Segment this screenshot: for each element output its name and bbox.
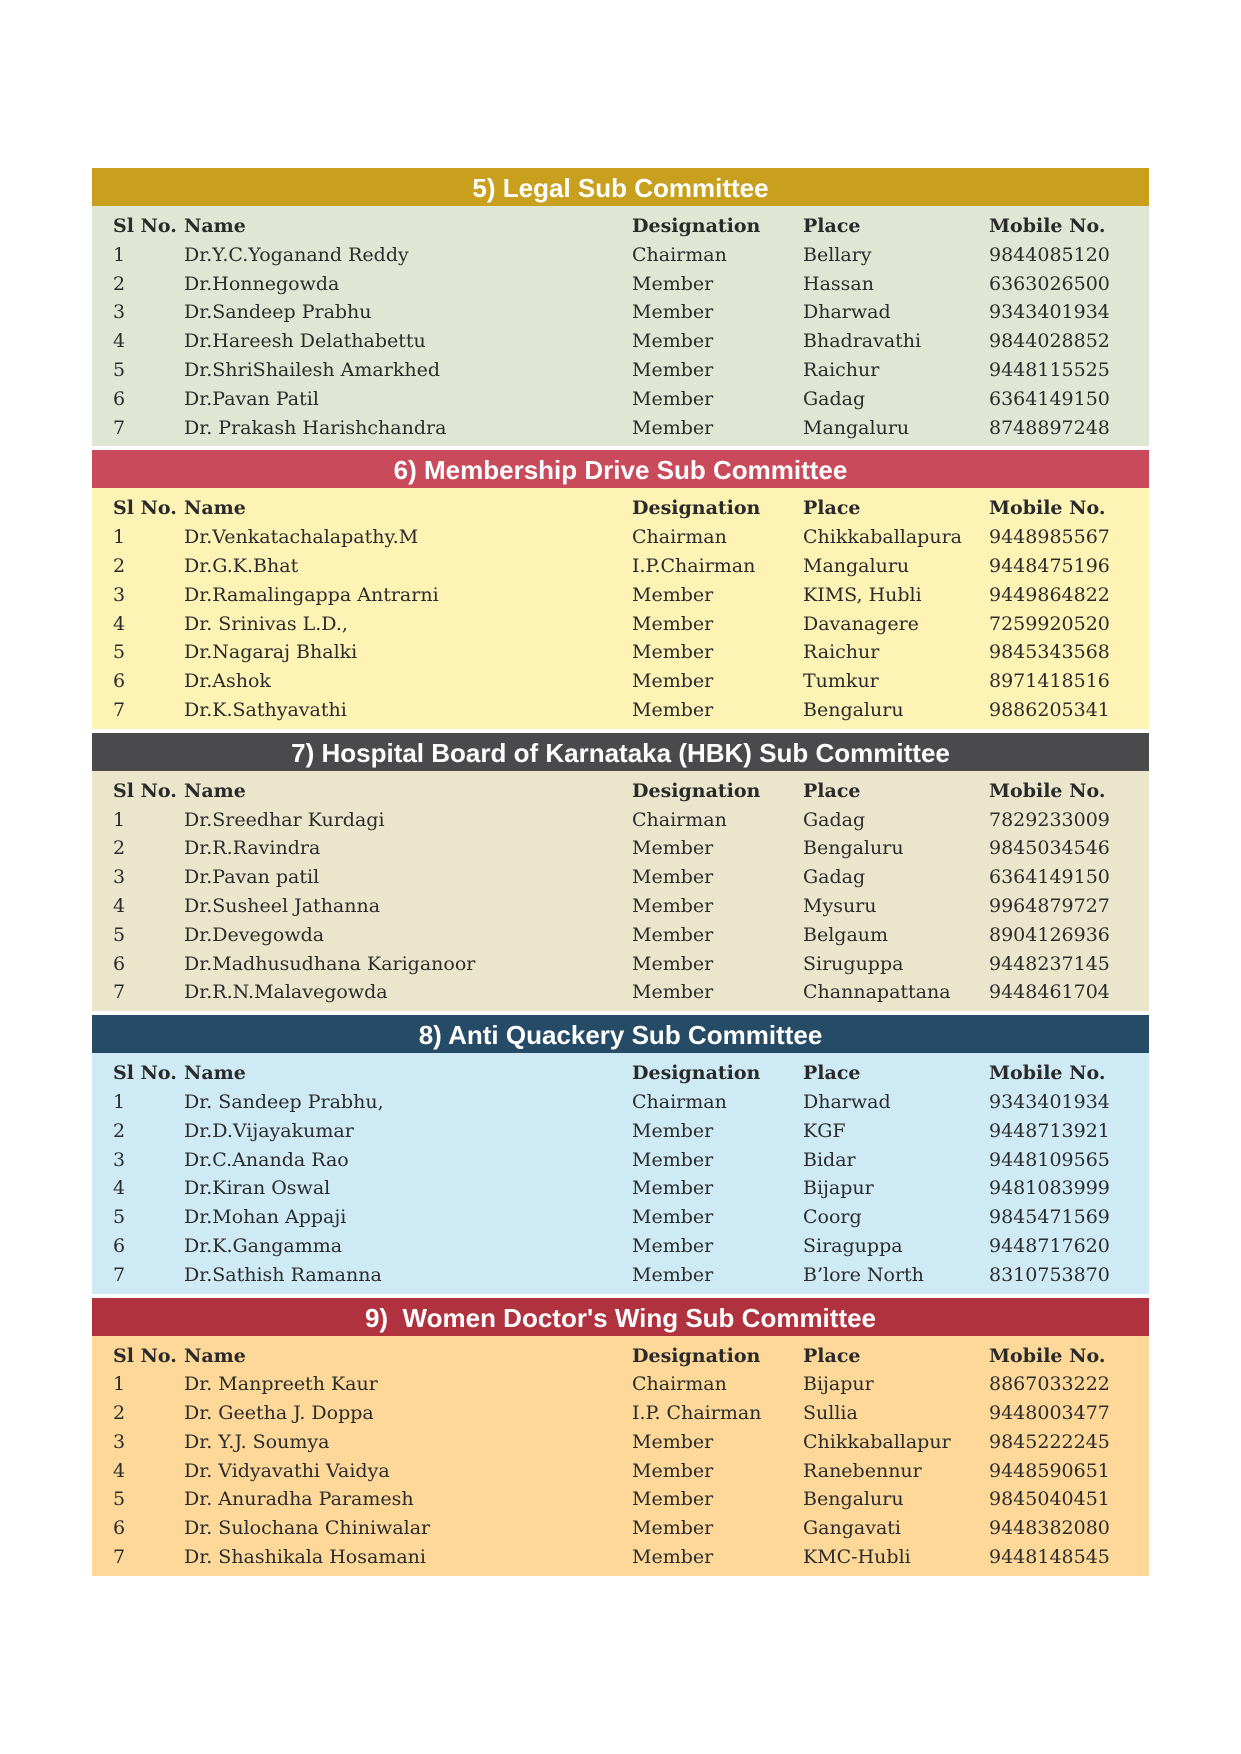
cell-name: Dr.K.Sathyavathi <box>184 698 347 721</box>
cell-sl-no: 4 <box>113 894 126 917</box>
column-header-sl-no: Sl No. <box>113 497 177 520</box>
cell-mobile: 9448590651 <box>989 1459 1110 1482</box>
cell-name: Dr.Kiran Oswal <box>184 1177 331 1200</box>
cell-designation: Member <box>632 894 714 917</box>
table-row <box>92 834 1149 863</box>
cell-place: Channapattana <box>803 981 951 1004</box>
cell-place: Bellary <box>803 243 872 266</box>
cell-place: Bengaluru <box>803 698 904 721</box>
column-header-name: Name <box>184 497 246 520</box>
cell-mobile: 9448109565 <box>989 1148 1110 1171</box>
table-row <box>92 696 1149 725</box>
cell-name: Dr.Sandeep Prabhu <box>184 301 372 324</box>
cell-mobile: 7829233009 <box>989 808 1110 831</box>
cell-place: Bhadravathi <box>803 330 922 353</box>
cell-mobile: 8904126936 <box>989 923 1110 946</box>
cell-designation: Member <box>632 670 714 693</box>
cell-name: Dr. Sandeep Prabhu, <box>184 1090 384 1113</box>
cell-mobile: 9448237145 <box>989 952 1110 975</box>
cell-mobile: 9343401934 <box>989 1090 1110 1113</box>
cell-mobile: 9448003477 <box>989 1402 1110 1425</box>
table-row <box>92 1485 1149 1514</box>
table-row <box>92 270 1149 299</box>
cell-name: Dr.Nagaraj Bhalki <box>184 641 358 664</box>
table-header-row <box>92 777 1149 806</box>
cell-place: Gadag <box>803 387 866 410</box>
cell-sl-no: 2 <box>113 1119 126 1142</box>
cell-designation: Member <box>632 1517 714 1540</box>
cell-name: Dr. Y.J. Soumya <box>184 1430 330 1453</box>
table-header-row <box>92 494 1149 523</box>
cell-place: KMC-Hubli <box>803 1546 911 1569</box>
cell-sl-no: 5 <box>113 923 126 946</box>
cell-place: Ranebennur <box>803 1459 922 1482</box>
cell-name: Dr.Mohan Appaji <box>184 1206 347 1229</box>
column-header-place: Place <box>803 1062 861 1085</box>
cell-mobile: 7259920520 <box>989 612 1110 635</box>
column-header-mobile: Mobile No. <box>989 497 1106 520</box>
cell-sl-no: 1 <box>113 1090 126 1113</box>
committee-table <box>92 488 1149 728</box>
cell-place: Sullia <box>803 1402 858 1425</box>
cell-sl-no: 3 <box>113 1148 126 1171</box>
cell-designation: I.P.Chairman <box>632 554 756 577</box>
column-header-designation: Designation <box>632 1062 761 1085</box>
cell-name: Dr. Vidyavathi Vaidya <box>184 1459 390 1482</box>
cell-designation: Member <box>632 416 714 439</box>
cell-sl-no: 4 <box>113 1459 126 1482</box>
cell-place: Bijapur <box>803 1373 874 1396</box>
cell-place: Raichur <box>803 641 880 664</box>
cell-mobile: 9845040451 <box>989 1488 1110 1511</box>
cell-mobile: 8748897248 <box>989 416 1110 439</box>
cell-name: Dr.Devegowda <box>184 923 325 946</box>
table-row <box>92 385 1149 414</box>
cell-designation: Member <box>632 330 714 353</box>
cell-name: Dr.Hareesh Delathabettu <box>184 330 426 353</box>
cell-sl-no: 7 <box>113 416 126 439</box>
cell-place: Gadag <box>803 808 866 831</box>
cell-place: Raichur <box>803 358 880 381</box>
committee-table <box>92 1053 1149 1293</box>
table-row <box>92 414 1149 443</box>
cell-designation: Member <box>632 1206 714 1229</box>
cell-mobile: 9844028852 <box>989 330 1110 353</box>
cell-name: Dr.Honnegowda <box>184 272 340 295</box>
cell-designation: Chairman <box>632 243 727 266</box>
column-header-name: Name <box>184 1062 246 1085</box>
cell-place: Hassan <box>803 272 874 295</box>
cell-mobile: 8310753870 <box>989 1263 1110 1286</box>
cell-mobile: 9448713921 <box>989 1119 1110 1142</box>
cell-name: Dr.Venkatachalapathy.M <box>184 526 419 549</box>
cell-sl-no: 4 <box>113 330 126 353</box>
cell-designation: Member <box>632 1430 714 1453</box>
committee-title: 5) Legal Sub Committee <box>92 168 1149 206</box>
cell-name: Dr.Sreedhar Kurdagi <box>184 808 385 831</box>
cell-mobile: 9448717620 <box>989 1234 1110 1257</box>
column-header-place: Place <box>803 779 861 802</box>
column-header-mobile: Mobile No. <box>989 779 1106 802</box>
cell-mobile: 9343401934 <box>989 301 1110 324</box>
cell-place: B’lore North <box>803 1263 924 1286</box>
cell-sl-no: 5 <box>113 358 126 381</box>
cell-name: Dr.Pavan patil <box>184 866 320 889</box>
cell-designation: Member <box>632 952 714 975</box>
cell-sl-no: 1 <box>113 526 126 549</box>
cell-name: Dr.C.Ananda Rao <box>184 1148 349 1171</box>
table-header-row <box>92 1342 1149 1371</box>
cell-mobile: 6363026500 <box>989 272 1110 295</box>
cell-name: Dr. Shashikala Hosamani <box>184 1546 426 1569</box>
cell-sl-no: 3 <box>113 866 126 889</box>
cell-sl-no: 7 <box>113 1263 126 1286</box>
column-header-designation: Designation <box>632 779 761 802</box>
cell-sl-no: 4 <box>113 612 126 635</box>
cell-sl-no: 3 <box>113 1430 126 1453</box>
cell-sl-no: 1 <box>113 808 126 831</box>
cell-designation: Member <box>632 1177 714 1200</box>
committee-table <box>92 206 1149 446</box>
cell-sl-no: 1 <box>113 243 126 266</box>
cell-designation: Member <box>632 583 714 606</box>
cell-place: Dharwad <box>803 1090 891 1113</box>
cell-name: Dr.K.Gangamma <box>184 1234 343 1257</box>
cell-sl-no: 6 <box>113 670 126 693</box>
cell-place: Tumkur <box>803 670 879 693</box>
cell-place: Bengaluru <box>803 837 904 860</box>
cell-sl-no: 3 <box>113 301 126 324</box>
cell-mobile: 9481083999 <box>989 1177 1110 1200</box>
cell-sl-no: 6 <box>113 387 126 410</box>
cell-mobile: 9449864822 <box>989 583 1110 606</box>
cell-mobile: 9448475196 <box>989 554 1110 577</box>
cell-designation: Member <box>632 837 714 860</box>
cell-place: Bidar <box>803 1148 856 1171</box>
table-row <box>92 356 1149 385</box>
committee-title: 6) Membership Drive Sub Committee <box>92 450 1149 488</box>
cell-designation: Member <box>632 923 714 946</box>
cell-designation: Chairman <box>632 526 727 549</box>
table-row <box>92 241 1149 270</box>
committee-table <box>92 771 1149 1011</box>
cell-name: Dr. Prakash Harishchandra <box>184 416 447 439</box>
cell-designation: Chairman <box>632 1373 727 1396</box>
column-header-name: Name <box>184 1344 246 1367</box>
cell-designation: Chairman <box>632 808 727 831</box>
cell-mobile: 9845471569 <box>989 1206 1110 1229</box>
table-row <box>92 1428 1149 1457</box>
cell-sl-no: 6 <box>113 1234 126 1257</box>
table-row <box>92 667 1149 696</box>
committee-section <box>92 168 1149 446</box>
column-header-place: Place <box>803 1344 861 1367</box>
cell-name: Dr.Y.C.Yoganand Reddy <box>184 243 409 266</box>
column-header-sl-no: Sl No. <box>113 215 177 237</box>
cell-mobile: 9845222245 <box>989 1430 1110 1453</box>
column-header-name: Name <box>184 215 246 237</box>
cell-name: Dr.D.Vijayakumar <box>184 1119 354 1142</box>
table-row <box>92 552 1149 581</box>
cell-sl-no: 1 <box>113 1373 126 1396</box>
committee-list <box>92 168 1149 1580</box>
table-row <box>92 327 1149 356</box>
cell-sl-no: 7 <box>113 1546 126 1569</box>
table-row <box>92 892 1149 921</box>
cell-sl-no: 2 <box>113 1402 126 1425</box>
cell-mobile: 8867033222 <box>989 1373 1110 1396</box>
column-header-name: Name <box>184 779 246 802</box>
table-row <box>92 610 1149 639</box>
cell-designation: Member <box>632 272 714 295</box>
cell-name: Dr. Srinivas L.D., <box>184 612 348 635</box>
cell-name: Dr.ShriShailesh Amarkhed <box>184 358 440 381</box>
cell-designation: Member <box>632 301 714 324</box>
committee-section <box>92 733 1149 1011</box>
cell-place: KIMS, Hubli <box>803 583 922 606</box>
cell-designation: Member <box>632 387 714 410</box>
table-row <box>92 298 1149 327</box>
committee-title: 7) Hospital Board of Karnataka (HBK) Sub Committee <box>92 733 1149 771</box>
cell-sl-no: 5 <box>113 641 126 664</box>
committee-section <box>92 1298 1149 1576</box>
column-header-mobile: Mobile No. <box>989 1062 1106 1085</box>
committee-title: 8) Anti Quackery Sub Committee <box>92 1015 1149 1053</box>
cell-name: Dr. Manpreeth Kaur <box>184 1373 378 1396</box>
cell-designation: Member <box>632 1546 714 1569</box>
cell-place: Mangaluru <box>803 554 910 577</box>
cell-designation: Member <box>632 641 714 664</box>
cell-place: Bengaluru <box>803 1488 904 1511</box>
cell-place: Davanagere <box>803 612 919 635</box>
column-header-designation: Designation <box>632 215 761 237</box>
cell-place: Siraguppa <box>803 1234 903 1257</box>
table-row <box>92 1543 1149 1572</box>
column-header-mobile: Mobile No. <box>989 215 1106 237</box>
table-row <box>92 1174 1149 1203</box>
cell-place: Dharwad <box>803 301 891 324</box>
column-header-sl-no: Sl No. <box>113 1344 177 1367</box>
cell-name: Dr.Ramalingappa Antrarni <box>184 583 439 606</box>
cell-sl-no: 4 <box>113 1177 126 1200</box>
cell-mobile: 9845343568 <box>989 641 1110 664</box>
cell-sl-no: 6 <box>113 1517 126 1540</box>
cell-mobile: 8971418516 <box>989 670 1110 693</box>
column-header-sl-no: Sl No. <box>113 1062 177 1085</box>
table-row <box>92 1203 1149 1232</box>
cell-place: Gadag <box>803 866 866 889</box>
table-header-row <box>92 1059 1149 1088</box>
table-row <box>92 806 1149 835</box>
committee-title: 9) Women Doctor's Wing Sub Committee <box>92 1298 1149 1336</box>
table-row <box>92 523 1149 552</box>
cell-mobile: 9448115525 <box>989 358 1110 381</box>
committee-table <box>92 1336 1149 1576</box>
cell-name: Dr. Geetha J. Doppa <box>184 1402 374 1425</box>
cell-designation: Member <box>632 358 714 381</box>
cell-designation: I.P. Chairman <box>632 1402 762 1425</box>
cell-mobile: 9886205341 <box>989 698 1110 721</box>
cell-name: Dr.R.Ravindra <box>184 837 321 860</box>
cell-designation: Member <box>632 1148 714 1171</box>
cell-sl-no: 7 <box>113 698 126 721</box>
table-row <box>92 1232 1149 1261</box>
cell-place: Mysuru <box>803 894 877 917</box>
cell-sl-no: 7 <box>113 981 126 1004</box>
cell-mobile: 9448985567 <box>989 526 1110 549</box>
cell-mobile: 9844085120 <box>989 243 1110 266</box>
cell-sl-no: 5 <box>113 1206 126 1229</box>
cell-sl-no: 2 <box>113 554 126 577</box>
table-row <box>92 1261 1149 1290</box>
cell-sl-no: 2 <box>113 837 126 860</box>
cell-place: Siruguppa <box>803 952 904 975</box>
cell-name: Dr.G.K.Bhat <box>184 554 299 577</box>
table-row <box>92 978 1149 1007</box>
committee-section <box>92 450 1149 728</box>
cell-place: Belgaum <box>803 923 889 946</box>
cell-place: Chikkaballapur <box>803 1430 951 1453</box>
cell-designation: Member <box>632 866 714 889</box>
cell-mobile: 9845034546 <box>989 837 1110 860</box>
cell-name: Dr.Susheel Jathanna <box>184 894 381 917</box>
cell-designation: Chairman <box>632 1090 727 1113</box>
cell-place: KGF <box>803 1119 846 1142</box>
column-header-mobile: Mobile No. <box>989 1344 1106 1367</box>
cell-name: Dr. Sulochana Chiniwalar <box>184 1517 431 1540</box>
table-row <box>92 1514 1149 1543</box>
cell-mobile: 9448148545 <box>989 1546 1110 1569</box>
cell-sl-no: 3 <box>113 583 126 606</box>
cell-mobile: 9964879727 <box>989 894 1110 917</box>
table-row <box>92 863 1149 892</box>
cell-name: Dr.Sathish Ramanna <box>184 1263 382 1286</box>
column-header-designation: Designation <box>632 497 761 520</box>
cell-mobile: 9448382080 <box>989 1517 1110 1540</box>
cell-mobile: 6364149150 <box>989 866 1110 889</box>
table-row <box>92 1457 1149 1486</box>
cell-place: Bijapur <box>803 1177 874 1200</box>
table-row <box>92 1088 1149 1117</box>
cell-name: Dr. Anuradha Paramesh <box>184 1488 414 1511</box>
table-header-row <box>92 212 1149 241</box>
table-row <box>92 950 1149 979</box>
table-row <box>92 638 1149 667</box>
column-header-sl-no: Sl No. <box>113 779 177 802</box>
cell-place: Chikkaballapura <box>803 526 962 549</box>
cell-place: Coorg <box>803 1206 862 1229</box>
table-row <box>92 1146 1149 1175</box>
cell-designation: Member <box>632 981 714 1004</box>
cell-designation: Member <box>632 698 714 721</box>
column-header-place: Place <box>803 497 861 520</box>
column-header-place: Place <box>803 215 861 237</box>
cell-designation: Member <box>632 1263 714 1286</box>
cell-place: Mangaluru <box>803 416 910 439</box>
committee-section <box>92 1015 1149 1293</box>
cell-designation: Member <box>632 612 714 635</box>
cell-name: Dr.Madhusudhana Kariganoor <box>184 952 476 975</box>
cell-mobile: 6364149150 <box>989 387 1110 410</box>
cell-designation: Member <box>632 1488 714 1511</box>
column-header-designation: Designation <box>632 1344 761 1367</box>
cell-sl-no: 5 <box>113 1488 126 1511</box>
cell-designation: Member <box>632 1119 714 1142</box>
cell-name: Dr.Pavan Patil <box>184 387 319 410</box>
table-row <box>92 1399 1149 1428</box>
cell-sl-no: 6 <box>113 952 126 975</box>
table-row <box>92 581 1149 610</box>
table-row <box>92 1117 1149 1146</box>
cell-designation: Member <box>632 1234 714 1257</box>
table-row <box>92 921 1149 950</box>
cell-place: Gangavati <box>803 1517 902 1540</box>
cell-designation: Member <box>632 1459 714 1482</box>
cell-sl-no: 2 <box>113 272 126 295</box>
cell-mobile: 9448461704 <box>989 981 1110 1004</box>
table-row <box>92 1370 1149 1399</box>
cell-name: Dr.Ashok <box>184 670 271 693</box>
cell-name: Dr.R.N.Malavegowda <box>184 981 388 1004</box>
